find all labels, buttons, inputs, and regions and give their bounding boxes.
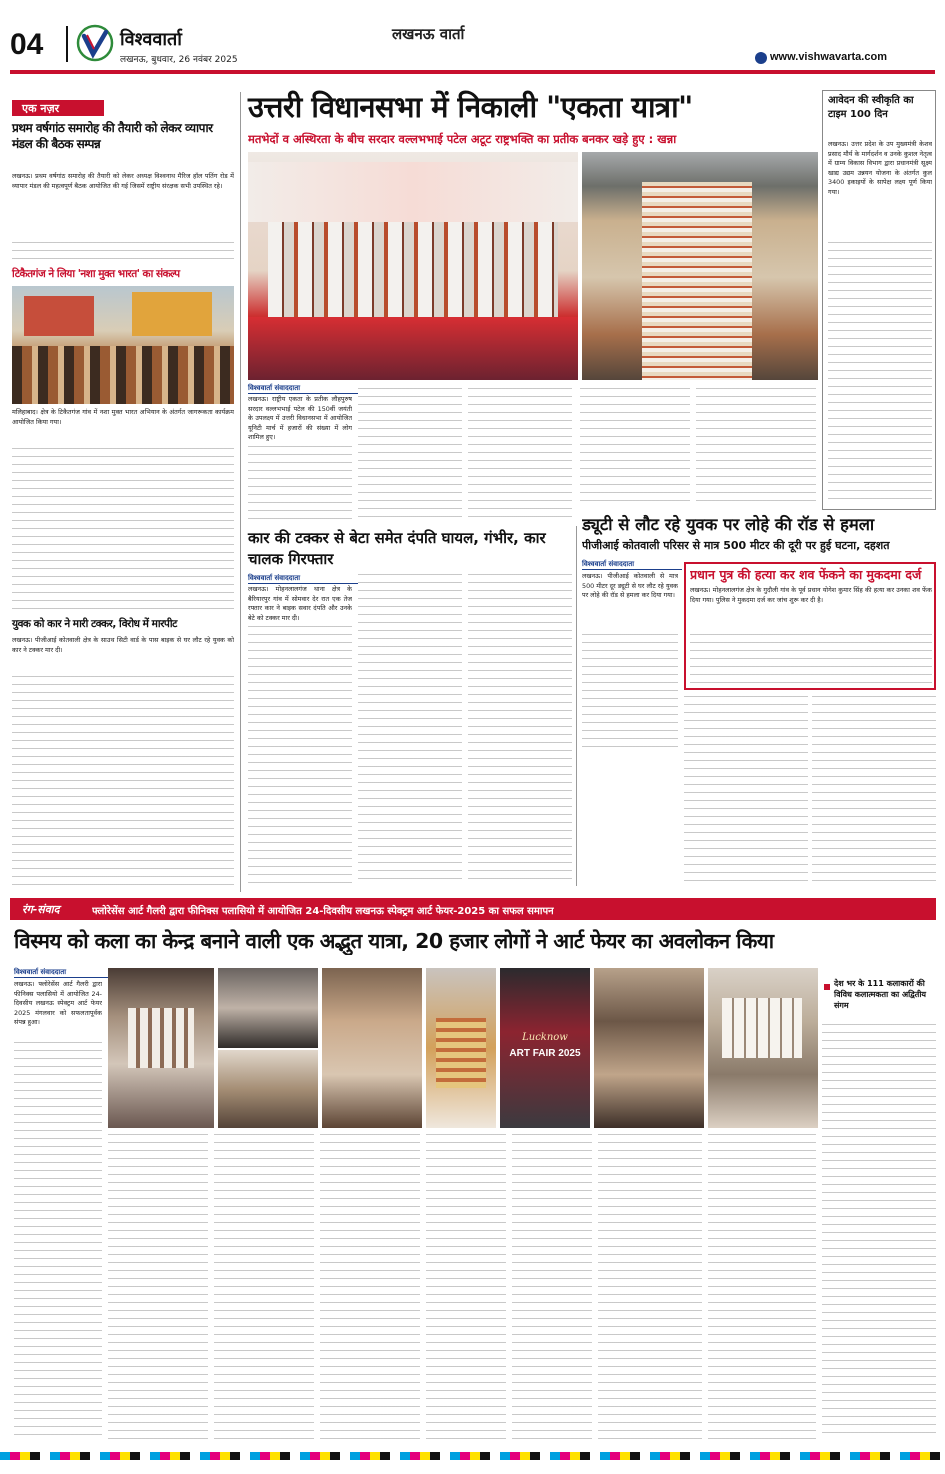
brand-name: विश्ववार्ता bbox=[120, 29, 182, 50]
art-body-col8 bbox=[708, 1134, 816, 1440]
crowd-street bbox=[642, 182, 752, 380]
art-photo-7 bbox=[594, 968, 704, 1128]
art-fair-banner-big: ART FAIR 2025 bbox=[509, 1048, 581, 1059]
header-rule bbox=[10, 70, 935, 74]
main-headline: उत्तरी विधानसभा में निकाली "एकता यात्रा" bbox=[248, 90, 693, 124]
website-globe-icon bbox=[755, 52, 767, 64]
pradhan-body: लखनऊ। मोहनलालगंज क्षेत्र के गुदौली गांव के पूर्व प्रधान योगेश कुमार सिंह की हत्या कर उनका शव फेंक दिया गया। पुलिस ने मुकदमा दर्ज कर जांच शुरू कर दी है। bbox=[690, 586, 932, 604]
color-bar bbox=[0, 1452, 945, 1460]
pradhan-headline: प्रधान पुत्र की हत्या कर शव फेंकने का मुकदमा दर्ज bbox=[690, 567, 922, 582]
pradhan-body-lines bbox=[690, 634, 932, 686]
art-body-col4 bbox=[320, 1134, 420, 1440]
banner-shape bbox=[24, 296, 94, 336]
story1-headline: प्रथम वर्षगांठ समारोह की तैयारी को लेकर व्यापार मंडल की बैठक सम्पन्न bbox=[12, 121, 213, 152]
main-body-col4 bbox=[580, 388, 690, 508]
car-body-col2 bbox=[358, 574, 462, 886]
car-body-col1 bbox=[248, 626, 352, 886]
main-photo-crowd bbox=[582, 152, 818, 380]
sidebar-headline: आवेदन की स्वीकृति का टाइम 100 दिन bbox=[828, 95, 914, 120]
art-body-col1 bbox=[14, 1042, 102, 1440]
main-byline: विश्ववार्ता संवाददाता bbox=[248, 384, 358, 394]
art-callout-body bbox=[822, 1024, 936, 1440]
art-photo-5-detail bbox=[436, 1018, 486, 1088]
art-body: लखनऊ। फ्लोरेसेंस आर्ट गैलरी द्वारा फीनिक्स पलासियो में आयोजित 24-दिवसीय लखनऊ स्पेक्ट्रम आर्ट फेयर 2025 मंगलवार को सफलतापूर्वक संपन्न हुआ। bbox=[14, 980, 102, 1027]
art-fair-banner-small: Lucknow bbox=[522, 1032, 568, 1043]
art-photo-4 bbox=[322, 968, 422, 1128]
sidebar-body: लखनऊ। उत्तर प्रदेश के उप मुख्यमंत्री केशव प्रसाद मौर्य के मार्गदर्शन व उनके कुशल नेतृत्व में ग्राम्य विकास विभाग द्वारा प्रधानमंत्री सूक्ष्म खाद्य उद्यम उन्नयन योजना के अंतर्गत कुल 3400 इकाइयों के सापेक्ष लक्ष्य पूर्ण किया गया। bbox=[828, 140, 932, 197]
art-body-col5 bbox=[426, 1134, 506, 1440]
art-kicker: फ्लोरेसेंस आर्ट गैलरी द्वारा फीनिक्स पलासियो में आयोजित 24-दिवसीय लखनऊ स्पेक्ट्रम आर्ट फेयर-2025 का सफल समापन bbox=[92, 906, 554, 917]
main-body-col3 bbox=[468, 388, 572, 524]
car-headline: कार की टक्कर से बेटा समेत दंपति घायल, गंभीर, कार चालक गिरफ्तार bbox=[248, 529, 546, 568]
story2-body-lines bbox=[12, 448, 234, 612]
banner-shape-2 bbox=[132, 292, 212, 336]
page-number-divider bbox=[66, 26, 68, 62]
art-body-col6 bbox=[512, 1134, 592, 1440]
section-title: लखनऊ वार्ता bbox=[392, 25, 465, 43]
main-photo-stage bbox=[248, 152, 578, 380]
section-tag: एक नज़र bbox=[12, 100, 104, 116]
rod-headline: ड्यूटी से लौट रहे युवक पर लोहे की रॉड से हमला bbox=[582, 515, 875, 534]
main-body-col5 bbox=[696, 388, 816, 508]
people-row bbox=[268, 222, 558, 317]
main-body: लखनऊ। राष्ट्रीय एकता के प्रतीक लौहपुरुष सरदार वल्लभभाई पटेल की 150वीं जयंती के उपलक्ष्य में उत्तरी विधानसभा में आयोजित यूनिटी मार्च में हजारों की संख्या में लोग शामिल हुए। bbox=[248, 395, 352, 442]
art-photo-2 bbox=[218, 968, 318, 1048]
story2-photo bbox=[12, 286, 234, 404]
car-body: लखनऊ। मोहनलालगंज थाना क्षेत्र के बैरियारपुर गांव में सोमवार देर रात एक तेज रफ्तार कार ने बाइक सवार दंपति और उनके बेटे को टक्कर मार दी। bbox=[248, 585, 352, 622]
website-url[interactable]: www.vishwavarta.com bbox=[770, 51, 887, 63]
story1-body: लखनऊ। प्रथम वर्षगांठ समारोह की तैयारी को लेकर अध्यक्ष विश्वनाथ मैरिज हॉल पतिंग रोड में व्यापार मंडल की महत्वपूर्ण बैठक आयोजित की गई जिसमें राष्ट्रीय संरक्षक सभी उपस्थित रहे। bbox=[12, 172, 234, 190]
dateline: लखनऊ, बुधवार, 26 नवंबर 2025 bbox=[120, 55, 238, 65]
stage-backdrop bbox=[248, 162, 578, 222]
story3-body: लखनऊ। पीजीआई कोतवाली क्षेत्र के साउथ सिटी वार्ड के पास बाइक से घर लौट रहे युवक को कार ने टक्कर मार दी। bbox=[12, 636, 234, 654]
story3-headline: युवक को कार ने मारी टक्कर, विरोध में मारपीट bbox=[12, 618, 177, 630]
art-photo-8 bbox=[708, 968, 818, 1128]
art-photo-6 bbox=[500, 968, 590, 1128]
left-column-rule bbox=[240, 92, 241, 892]
art-body-col3 bbox=[214, 1134, 314, 1440]
rod-body: लखनऊ। पीजीआई कोतवाली से मात्र 500 मीटर दूर ड्यूटी से घर लौट रहे युवक पर लोहे की रॉड से हमला कर दिया गया। bbox=[582, 572, 678, 600]
pradhan-body-col2 bbox=[684, 696, 808, 884]
art-photo-1-detail bbox=[128, 1008, 194, 1068]
main-body-col1 bbox=[248, 446, 352, 524]
car-byline: विश्ववार्ता संवाददाता bbox=[248, 574, 358, 584]
story2-headline: टिकैतगंज ने लिया 'नशा मुक्त भारत' का संकल्प bbox=[12, 268, 180, 280]
art-headline: विस्मय को कला का केन्द्र बनाने वाली एक अद्भुत यात्रा, 20 हजार लोगों ने आर्ट फेयर का अवलोकन किया bbox=[14, 929, 774, 953]
art-byline: विश्ववार्ता संवाददाता bbox=[14, 968, 114, 978]
car-story-rule bbox=[576, 526, 577, 886]
car-body-col3 bbox=[468, 574, 572, 886]
art-body-col7 bbox=[598, 1134, 702, 1440]
rod-byline: विश्ववार्ता संवाददाता bbox=[582, 560, 682, 570]
art-section-tag: रंग-संवाद bbox=[22, 903, 60, 916]
art-photo-1 bbox=[108, 968, 214, 1128]
art-photo-5 bbox=[426, 968, 496, 1128]
art-callout: देश भर के 111 कलाकारों की विविध कलात्मकता का अद्वितीय संगम bbox=[834, 979, 927, 1011]
story3-body-lines bbox=[12, 676, 234, 890]
art-photo-3 bbox=[218, 1050, 318, 1128]
art-body-col2 bbox=[108, 1134, 208, 1440]
rod-body-lines bbox=[582, 634, 678, 752]
sidebar-body-lines bbox=[828, 242, 932, 506]
art-photo-8-detail bbox=[722, 998, 802, 1058]
main-subhead: मतभेदों व अस्थिरता के बीच सरदार वल्लभभाई पटेल अटूट राष्ट्रभक्ति का प्रतीक बनकर खड़े हुए : खन्ना bbox=[248, 132, 677, 146]
art-callout-icon bbox=[824, 984, 830, 990]
story1-body-lines bbox=[12, 242, 234, 264]
crowd-shape bbox=[12, 346, 234, 404]
pradhan-body-col3 bbox=[812, 696, 936, 884]
page-number: 04 bbox=[10, 28, 44, 61]
rod-subhead: पीजीआई कोतवाली परिसर से मात्र 500 मीटर की दूरी पर हुई घटना, दहशत bbox=[582, 539, 890, 552]
story2-body: मलिहाबाद। क्षेत्र के टिकैतगंज गांव में नशा मुक्त भारत अभियान के अंतर्गत जागरूकता कार्यक्रम आयोजित किया गया। bbox=[12, 408, 234, 426]
brand-logo-icon bbox=[76, 24, 114, 62]
main-body-col2 bbox=[358, 388, 462, 524]
stage-front bbox=[248, 317, 578, 380]
